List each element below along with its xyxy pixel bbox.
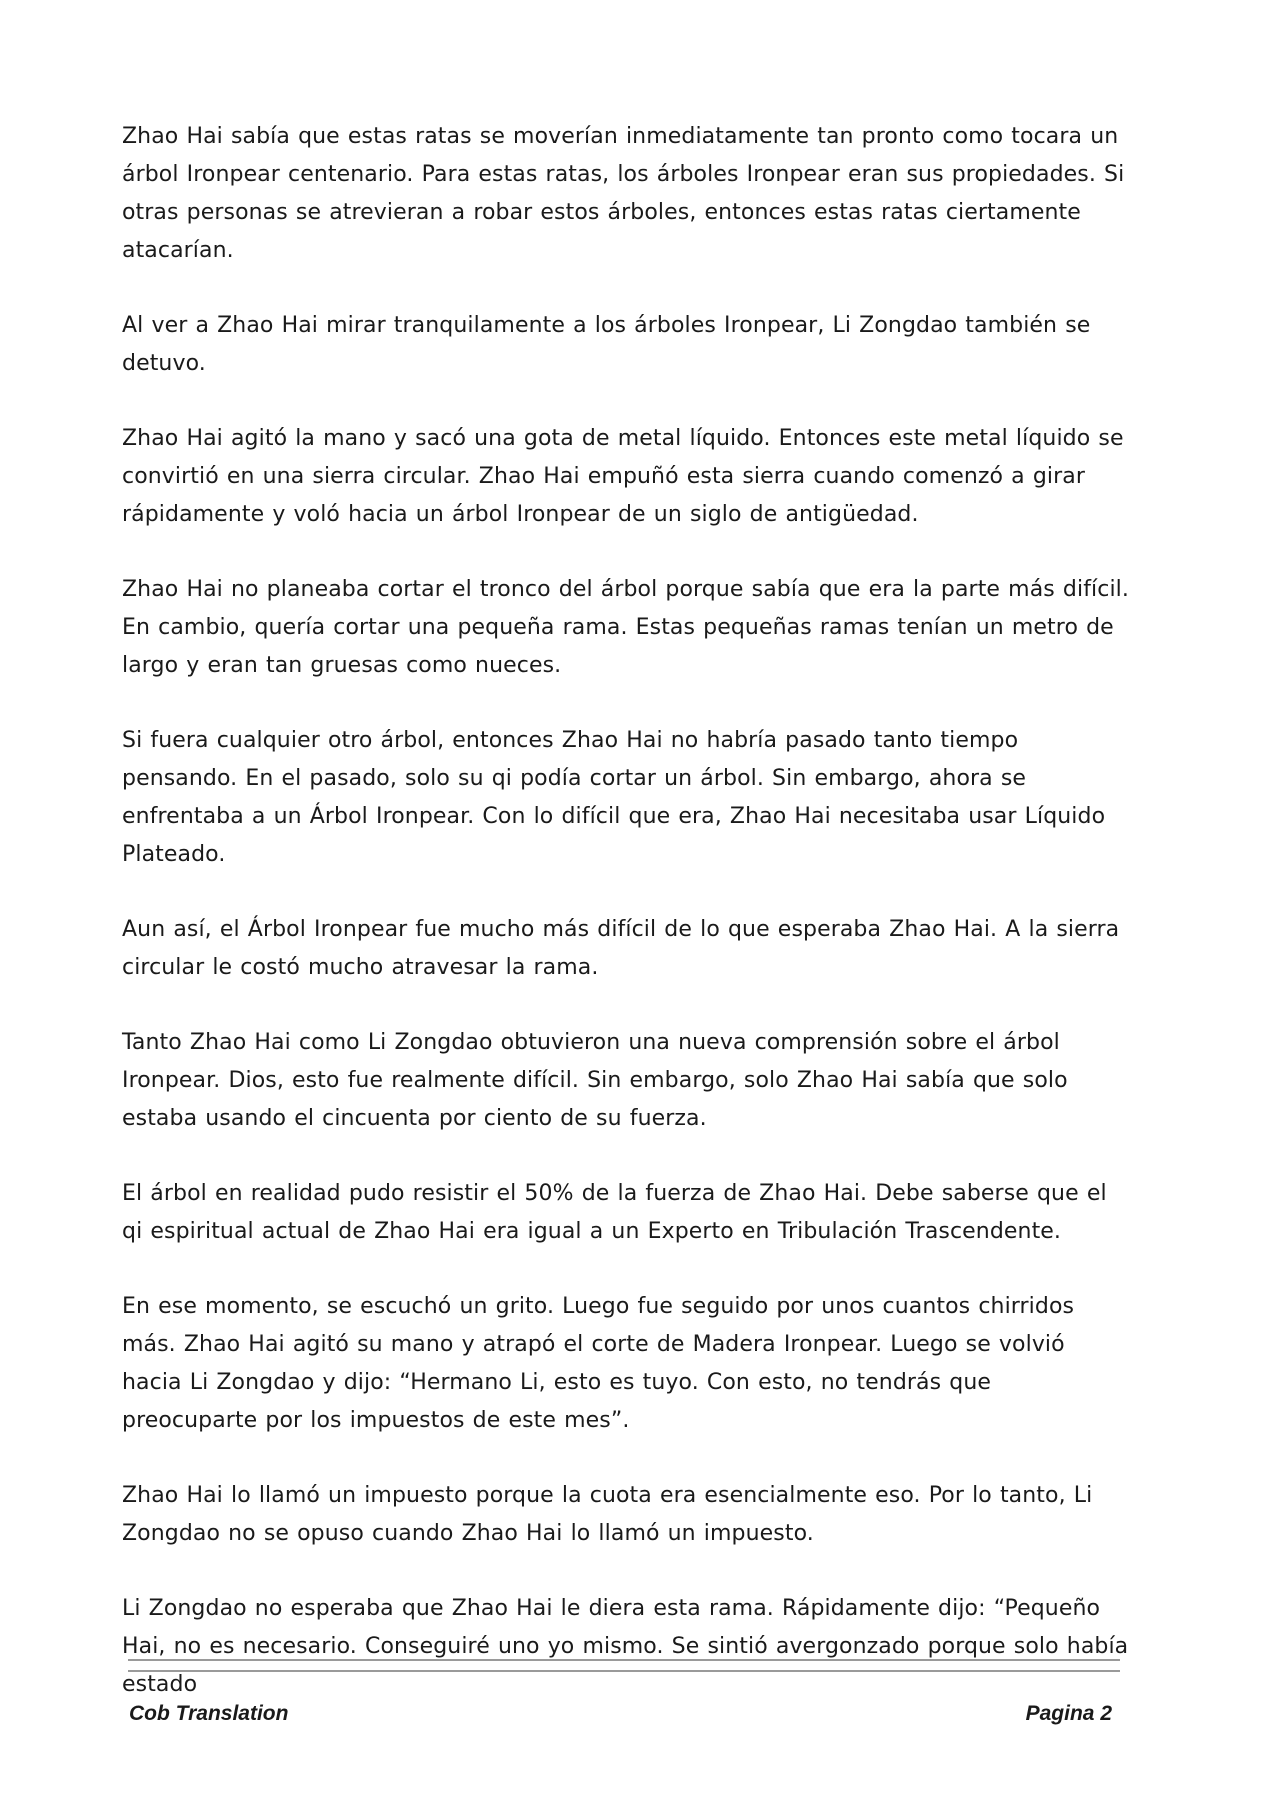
paragraph: Zhao Hai sabía que estas ratas se moverían inmediatamente tan pronto como tocara un árbol Ironpear centenario. Para estas ratas, los árboles Ironpear eran sus propiedades. Si otras personas se atrevieran a robar estos árboles, entonces estas ratas ciertamente atacarían. bbox=[122, 124, 1125, 263]
paragraph: Al ver a Zhao Hai mirar tranquilamente a los árboles Ironpear, Li Zongdao también se detuvo. bbox=[122, 313, 1091, 376]
paragraph: Si fuera cualquier otro árbol, entonces Zhao Hai no habría pasado tanto tiempo pensando. En el pasado, solo su qi podía cortar un árbol. Sin embargo, ahora se enfrentaba a un Árbol Ironpear. Con lo difícil que era, Zhao Hai necesitaba usar Líquido Plateado. bbox=[122, 728, 1106, 867]
paragraph: En ese momento, se escuchó un grito. Luego fue seguido por unos cuantos chirridos más. Zhao Hai agitó su mano y atrapó el corte de Madera Ironpear. Luego se volvió hacia Li Zongdao y dijo: “Hermano Li, esto es tuyo. Con esto, no tendrás que preocuparte por los impuestos de este mes”. bbox=[122, 1294, 1075, 1433]
paragraph: Zhao Hai no planeaba cortar el tronco del árbol porque sabía que era la parte más difícil. En cambio, quería cortar una pequeña rama. Estas pequeñas ramas tenían un metro de largo y eran tan gruesas como nueces. bbox=[122, 577, 1129, 678]
paragraph: Zhao Hai agitó la mano y sacó una gota de metal líquido. Entonces este metal líquido se convirtió en una sierra circular. Zhao Hai empuñó esta sierra cuando comenzó a girar rápidamente y voló hacia un árbol Ironpear de un siglo de antigüedad. bbox=[122, 426, 1124, 527]
footer-divider bbox=[128, 1659, 1120, 1661]
paragraph: Tanto Zhao Hai como Li Zongdao obtuvieron una nueva comprensión sobre el árbol Ironpear. Dios, esto fue realmente difícil. Sin embargo, solo Zhao Hai sabía que solo estaba usando el cincuenta por ciento de su fuerza. bbox=[122, 1030, 1068, 1131]
body-text bbox=[122, 118, 1132, 1741]
paragraph: Aun así, el Árbol Ironpear fue mucho más difícil de lo que esperaba Zhao Hai. A la sierra circular le costó mucho atravesar la rama. bbox=[122, 917, 1120, 980]
footer-page-number: Pagina 2 bbox=[1025, 1702, 1112, 1725]
paragraph: Zhao Hai lo llamó un impuesto porque la cuota era esencialmente eso. Por lo tanto, Li Zongdao no se opuso cuando Zhao Hai lo llamó un impuesto. bbox=[122, 1483, 1093, 1546]
paragraph: Li Zongdao no esperaba que Zhao Hai le diera esta rama. Rápidamente dijo: “Pequeño Hai, no es necesario. Conseguiré uno yo mismo. Se sintió avergonzado porque solo había estado bbox=[122, 1596, 1129, 1697]
paragraph: El árbol en realidad pudo resistir el 50% de la fuerza de Zhao Hai. Debe saberse que el qi espiritual actual de Zhao Hai era igual a un Experto en Tribulación Trascendente. bbox=[122, 1181, 1107, 1244]
footer-translator-credit: Cob Translation bbox=[129, 1702, 289, 1725]
footer-divider bbox=[128, 1670, 1120, 1672]
